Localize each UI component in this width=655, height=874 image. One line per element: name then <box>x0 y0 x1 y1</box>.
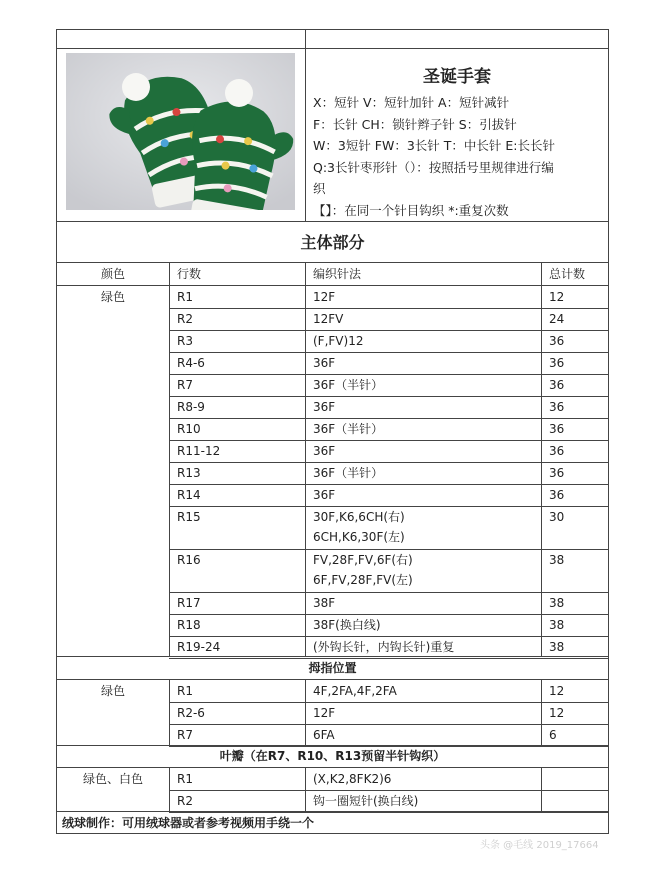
row-number: R14 <box>177 488 201 502</box>
stitch-method: 36F <box>313 444 336 458</box>
legend-line: W：3短针 FW：3长针 T：中长针 E:长长针 <box>313 138 555 153</box>
stitch-method: (X,K2,8FK2)6 <box>313 772 392 786</box>
row-number: R8-9 <box>177 400 205 414</box>
stitch-total: 36 <box>549 334 565 348</box>
row-number: R15 <box>177 510 201 524</box>
stitch-total: 38 <box>549 640 565 654</box>
stitch-method: FV,28F,FV,6F(右) <box>313 553 413 567</box>
stitch-total: 36 <box>549 378 565 392</box>
stitch-total: 6 <box>549 728 557 742</box>
stitch-method: 12FV <box>313 312 344 326</box>
row-number: R4-6 <box>177 356 205 370</box>
row-number: R18 <box>177 618 201 632</box>
col-header-method: 编织针法 <box>313 267 362 281</box>
stitch-method: 钩一圈短针(换白线) <box>313 794 419 808</box>
stitch-legend <box>313 92 605 221</box>
pompom-note: 绒球制作：可用绒球器或者参考视频用手绕一个 <box>62 816 315 830</box>
row-number: R1 <box>177 772 193 786</box>
row-number: R16 <box>177 553 201 567</box>
stitch-method: 36F <box>313 488 336 502</box>
stitch-method: 36F <box>313 356 336 370</box>
row-number: R7 <box>177 378 193 392</box>
row-number: R19-24 <box>177 640 221 654</box>
stitch-method: 38F(换白线) <box>313 618 381 632</box>
pattern-title: 圣诞手套 <box>423 67 491 87</box>
mittens-photo <box>66 53 295 210</box>
stitch-method: 36F <box>313 400 336 414</box>
legend-line: 织 <box>313 181 326 196</box>
leaf-color: 绿色、白色 <box>82 772 143 786</box>
stitch-method: 4F,2FA,4F,2FA <box>313 684 397 698</box>
section-title-thumb: 拇指位置 <box>308 661 357 675</box>
row-number: R10 <box>177 422 201 436</box>
stitch-total: 24 <box>549 312 565 326</box>
stitch-total: 36 <box>549 356 565 370</box>
stitch-method-line2: 6F,FV,28F,FV(左) <box>313 573 413 587</box>
row-number: R11-12 <box>177 444 221 458</box>
row-number: R17 <box>177 596 201 610</box>
stitch-method-line2: 6CH,K6,30F(左) <box>313 530 405 544</box>
row-number: R1 <box>177 290 193 304</box>
stitch-method: 36F（半针） <box>313 422 384 436</box>
stitch-method: 6FA <box>313 728 335 742</box>
main-color: 绿色 <box>100 290 125 304</box>
legend-line: 【】：在同一个针目钩织 *:重复次数 <box>313 202 509 218</box>
legend-line: Q:3长针枣形针（）：按照括号里规律进行编 <box>313 159 554 175</box>
stitch-total: 36 <box>549 400 565 414</box>
stitch-method: 38F <box>313 596 336 610</box>
stitch-total: 30 <box>549 510 565 524</box>
stitch-method: 36F（半针） <box>313 466 384 480</box>
row-number: R2 <box>177 794 193 808</box>
col-header-color: 颜色 <box>100 267 125 281</box>
stitch-method: (外钩长针，内钩长针)重复 <box>313 640 455 654</box>
stitch-total: 38 <box>549 553 565 567</box>
stitch-total: 12 <box>549 290 565 304</box>
stitch-total: 38 <box>549 618 565 632</box>
legend-line: F：长针 CH：锁针辫子针 S：引拔针 <box>313 116 517 132</box>
thumb-color: 绿色 <box>100 684 125 698</box>
legend-line: X：短针 V：短针加针 A：短针减针 <box>313 95 510 110</box>
row-number: R2 <box>177 312 193 326</box>
row-number: R13 <box>177 466 201 480</box>
stitch-total: 36 <box>549 444 565 458</box>
section-title-main: 主体部分 <box>300 233 365 252</box>
stitch-method: (F,FV)12 <box>313 334 364 348</box>
stitch-method: 12F <box>313 290 336 304</box>
watermark: 头条 @毛线 2019_17664 <box>480 840 599 851</box>
stitch-method: 30F,K6,6CH(右) <box>313 510 405 524</box>
stitch-method: 36F（半针） <box>313 378 384 392</box>
stitch-total: 12 <box>549 706 565 720</box>
row-number: R1 <box>177 684 193 698</box>
stitch-total: 12 <box>549 684 565 698</box>
stitch-method: 12F <box>313 706 336 720</box>
stitch-total: 36 <box>549 488 565 502</box>
stitch-total: 36 <box>549 466 565 480</box>
section-title-leaf: 叶瓣（在R7、R10、R13预留半针钩织） <box>219 749 446 763</box>
col-header-row: 行数 <box>177 267 202 281</box>
row-number: R2-6 <box>177 706 205 720</box>
row-number: R3 <box>177 334 193 348</box>
stitch-total: 38 <box>549 596 565 610</box>
col-header-total: 总计数 <box>549 267 586 281</box>
row-number: R7 <box>177 728 193 742</box>
stitch-total: 36 <box>549 422 565 436</box>
